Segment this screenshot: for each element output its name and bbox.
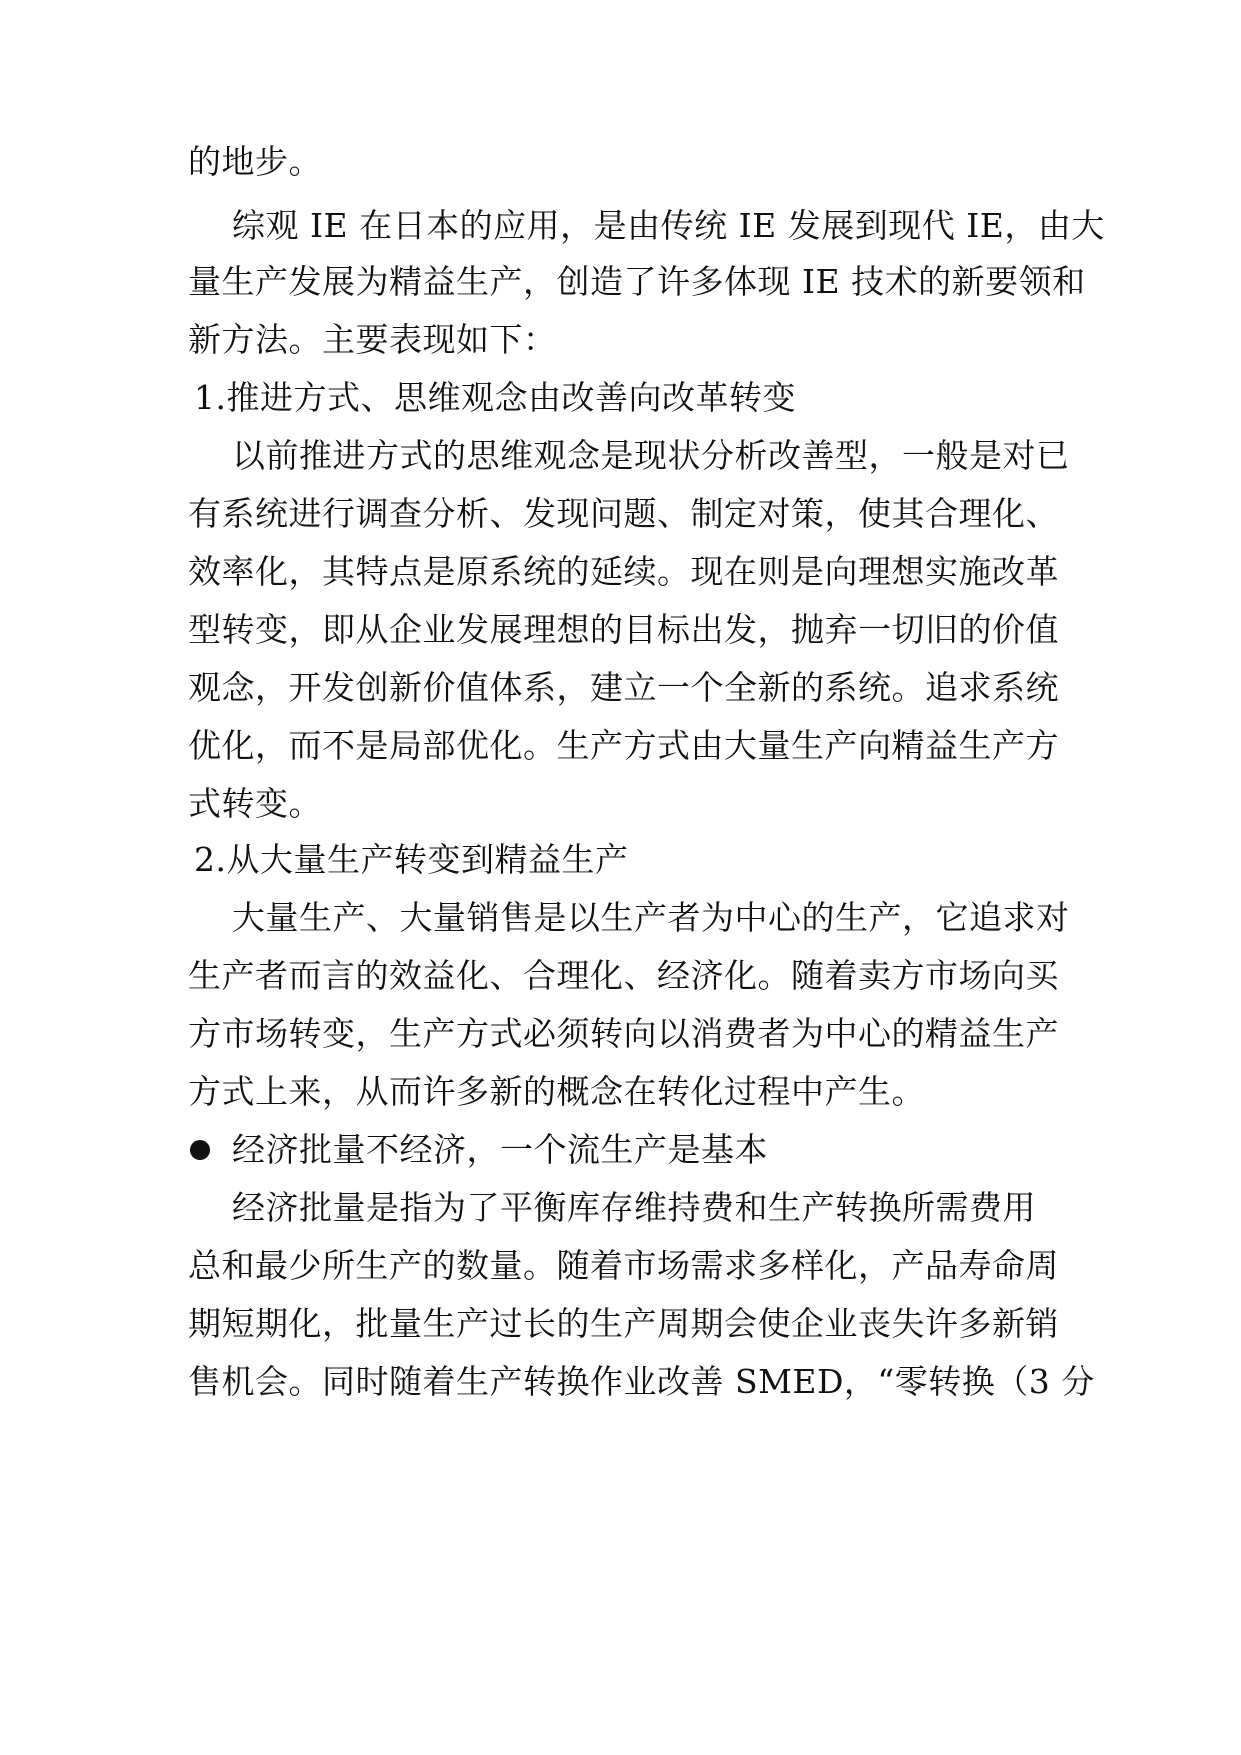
paragraph-continuation-line: 的地步。 [188, 142, 322, 181]
section-heading-1: 1.推进方式、思维观念由改善向改革转变 [194, 378, 796, 417]
paragraph-line: 以前推进方式的思维观念是现状分析改善型，一般是对已 [232, 436, 1070, 475]
section-heading-2: 2.从大量生产转变到精益生产 [194, 840, 629, 879]
paragraph-line: 优化，而不是局部优化。生产方式由大量生产向精益生产方 [188, 726, 1059, 765]
paragraph-line: 经济批量是指为了平衡库存维持费和生产转换所需费用 [232, 1188, 1036, 1227]
paragraph-line: 量生产发展为精益生产，创造了许多体现 IE 技术的新要领和 [188, 262, 1086, 301]
paragraph-line: 新方法。主要表现如下： [188, 320, 557, 359]
paragraph-line: 有系统进行调查分析、发现问题、制定对策，使其合理化、 [188, 494, 1059, 533]
paragraph-line: 方市场转变，生产方式必须转向以消费者为中心的精益生产 [188, 1014, 1059, 1053]
paragraph-line: 综观 IE 在日本的应用，是由传统 IE 发展到现代 IE，由大 [232, 206, 1105, 245]
paragraph-line: 售机会。同时随着生产转换作业改善 SMED，“零转换（3 分 [188, 1362, 1095, 1401]
paragraph-line: 观念，开发创新价值体系，建立一个全新的系统。追求系统 [188, 668, 1059, 707]
paragraph-line: 方式上来，从而许多新的概念在转化过程中产生。 [188, 1072, 925, 1111]
paragraph-line: 期短期化，批量生产过长的生产周期会使企业丧失许多新销 [188, 1304, 1059, 1343]
bullet-item: 经济批量不经济，一个流生产是基本 [232, 1130, 768, 1169]
paragraph-line: 总和最少所生产的数量。随着市场需求多样化，产品寿命周 [188, 1246, 1059, 1285]
paragraph-line: 型转变，即从企业发展理想的目标出发，抛弃一切旧的价值 [188, 610, 1059, 649]
bullet-dot-icon [190, 1140, 210, 1160]
paragraph-line: 式转变。 [188, 784, 322, 823]
paragraph-line: 效率化，其特点是原系统的延续。现在则是向理想实施改革 [188, 552, 1059, 591]
paragraph-line: 生产者而言的效益化、合理化、经济化。随着卖方市场向买 [188, 956, 1059, 995]
paragraph-line: 大量生产、大量销售是以生产者为中心的生产，它追求对 [232, 898, 1070, 937]
